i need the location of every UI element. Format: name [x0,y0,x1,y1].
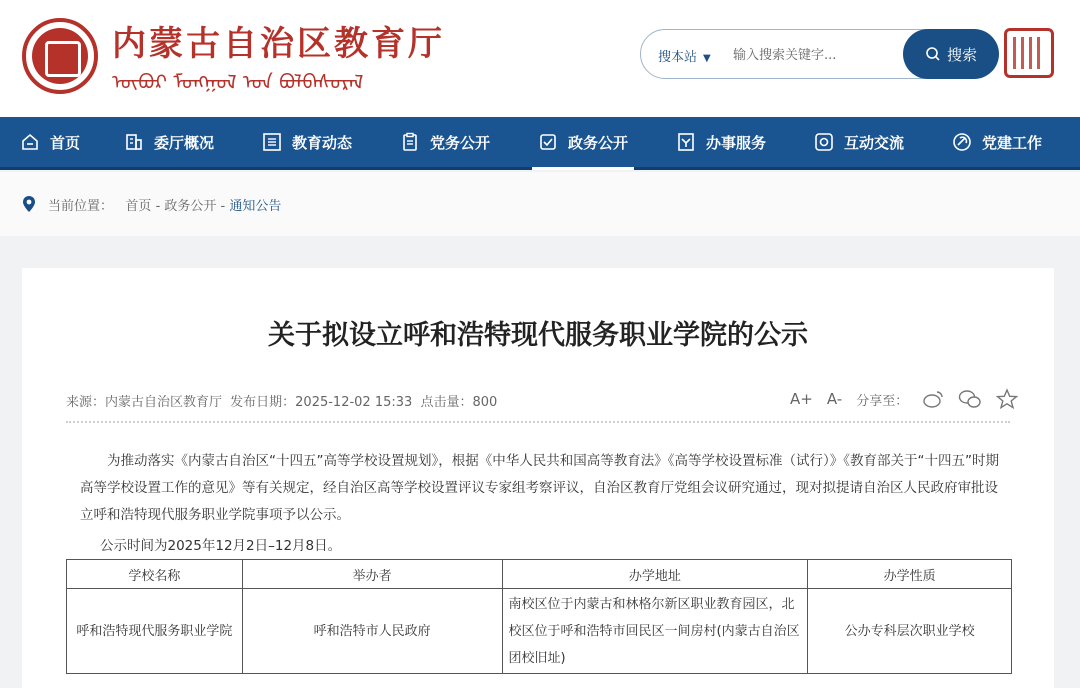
nav-label: 委厅概况 [154,133,215,152]
nav-item-overview[interactable] [124,117,214,167]
weibo-icon[interactable] [922,389,944,409]
main-nav [0,117,1080,170]
search-button-label: 搜索 [946,45,977,64]
favorite-star-icon[interactable] [996,388,1018,410]
font-decrease-button[interactable]: A- [826,390,843,408]
service-icon [676,132,696,152]
breadcrumb [0,172,1080,236]
site-logo[interactable] [22,18,98,94]
check-doc-icon [538,132,558,152]
home-icon [20,132,40,152]
school-name-cell: 呼和浩特现代服务职业学院 [67,589,243,674]
nav-item-party-affairs[interactable] [400,117,490,167]
search-scope-select[interactable] [658,46,711,65]
article-title: 关于拟设立呼和浩特现代服务职业学院的公示 [268,320,808,351]
site-header [0,0,1080,117]
clipboard-icon [400,132,420,152]
table-header-cell: 办学地址 [502,560,808,589]
school-type-cell: 公办专科层次职业学校 [808,589,1012,674]
site-title[interactable]: 内蒙古自治区教育厅 [112,24,445,64]
table-row [67,589,1012,674]
sponsor-cell: 呼和浩特市人民政府 [242,589,502,674]
nav-item-home[interactable] [20,117,80,167]
nav-item-services[interactable] [676,117,766,167]
wechat-icon[interactable] [958,389,982,409]
breadcrumb-separator: - [216,199,230,214]
nav-item-party-building[interactable] [952,117,1042,167]
breadcrumb-label: 当前位置： [48,199,114,214]
building-icon [124,132,144,152]
breadcrumb-home-link[interactable]: 首页 [125,199,152,214]
search-box [640,29,998,79]
nav-item-interaction[interactable] [814,117,904,167]
address-cell: 南校区位于内蒙古和林格尔新区职业教育园区，北校区位于呼和浩特市回民区一间房村(内蒙古自治区团校旧址) [502,589,808,674]
table-header-cell: 举办者 [242,560,502,589]
search-button[interactable] [903,29,999,79]
location-pin-icon [22,195,36,213]
nav-item-edu-news[interactable] [262,117,352,167]
article-clicks: 点击量：800 [420,395,498,410]
nav-label: 党建工作 [982,133,1043,152]
mongolian-stamp-logo [1004,28,1054,78]
share-label: 分享至： [856,393,909,409]
article-meta [66,391,501,410]
article-source: 来源：内蒙古自治区教育厅 [66,395,223,410]
article-tools [790,388,1018,410]
table-header-cell: 学校名称 [67,560,243,589]
article-paragraph: 公示时间为2025年12月2日–12月8日。 [100,538,342,554]
nav-label: 互动交流 [844,133,905,152]
breadcrumb-separator: - [151,199,165,214]
search-scope-label: 搜本站 [658,50,698,65]
nav-label: 政务公开 [568,133,629,152]
interact-icon [814,132,834,152]
list-icon [262,132,282,152]
party-icon [952,132,972,152]
meta-divider [66,421,1010,423]
chevron-down-icon: ▼ [703,53,711,64]
article-paragraph: 为推动落实《内蒙古自治区“十四五”高等学校设置规划》，根据《中华人民共和国高等教育法》《高等学校设置标准（试行）》《教育部关于“十四五”时期高等学校设置工作的意见》等有关规定，经自治区高等学校设置评议专家组考察评议，自治区教育厅党组会议研究通过，现对拟提请自治区人民政府审批设立呼和浩特现代服务职业学院事项予以公示。 [80,453,999,523]
nav-label: 首页 [50,133,81,152]
table-header-cell: 办学性质 [808,560,1012,589]
nav-label: 党务公开 [430,133,491,152]
mongolian-title: ᠥᠪᠥᠷ ᠮᠣᠩᠭᠣᠯ ᠤᠨ ᠪᠣᠯᠪᠠᠰᠤᠷᠠᠯ [112,70,364,94]
table-header-row [67,560,1012,589]
nav-label: 教育动态 [292,133,353,152]
nav-label: 办事服务 [706,133,767,152]
nav-item-gov-affairs[interactable] [538,117,628,167]
breadcrumb-gov-affairs-link[interactable]: 政务公开 [164,199,217,214]
publicity-table [66,559,1012,674]
breadcrumb-current[interactable]: 通知公告 [229,199,282,214]
search-input[interactable] [733,44,893,66]
search-icon [925,46,941,62]
article-date: 发布日期：2025-12-02 15:33 [230,395,413,410]
font-increase-button[interactable]: A+ [790,390,813,408]
article-card [22,268,1054,688]
